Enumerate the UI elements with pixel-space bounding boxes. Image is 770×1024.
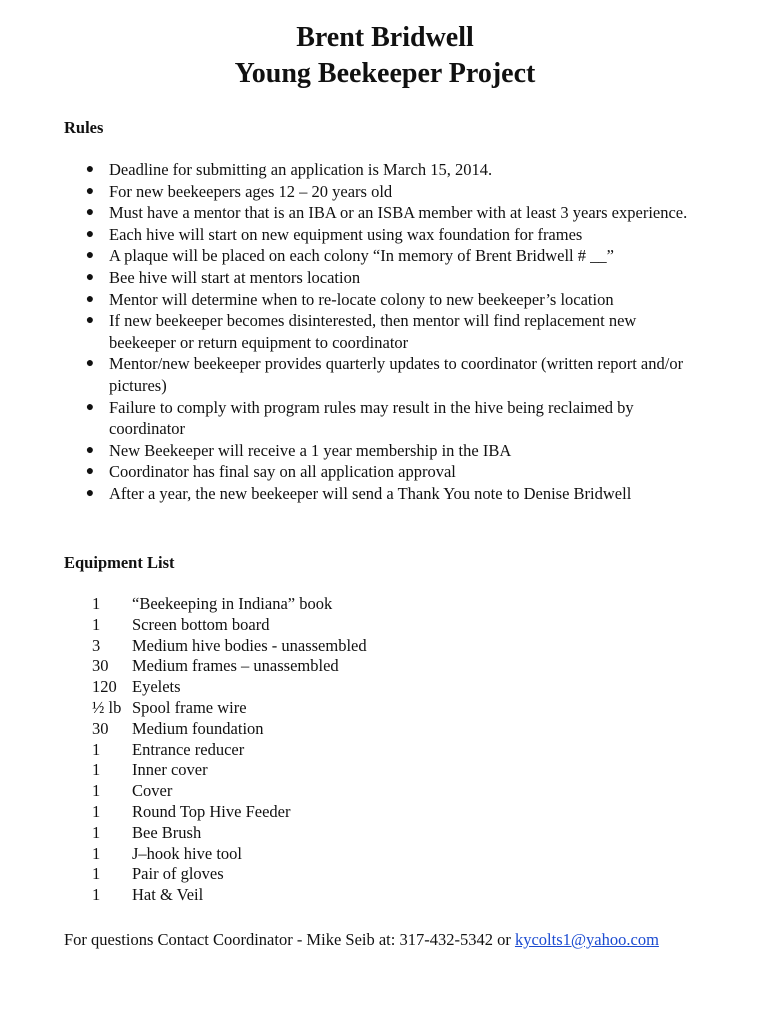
equipment-item: Bee Brush xyxy=(132,822,202,842)
bullet-icon: ● xyxy=(85,464,95,480)
equipment-row xyxy=(92,719,367,740)
equipment-item: Cover xyxy=(132,781,173,801)
equipment-item: Medium foundation xyxy=(132,718,264,738)
rule-item xyxy=(85,353,705,396)
bullet-icon: ● xyxy=(85,399,95,415)
equipment-item: Round Top Hive Feeder xyxy=(132,801,291,821)
rule-text: Each hive will start on new equipment using wax foundation for frames xyxy=(109,224,583,244)
rule-item xyxy=(85,245,705,267)
equipment-qty: 30 xyxy=(92,656,109,676)
equipment-item: “Beekeeping in Indiana” book xyxy=(132,594,333,613)
rule-item xyxy=(85,267,705,289)
equipment-row xyxy=(92,864,367,885)
equipment-qty: 1 xyxy=(92,864,101,884)
equipment-row xyxy=(92,802,367,823)
rule-item xyxy=(85,289,705,311)
equipment-item: Medium hive bodies - unassembled xyxy=(132,635,367,655)
equipment-row xyxy=(92,844,367,865)
equipment-item: Pair of gloves xyxy=(132,864,224,884)
rule-item xyxy=(85,202,705,224)
rule-text: Coordinator has final say on all application approval xyxy=(109,462,456,482)
bullet-icon: ● xyxy=(85,291,95,307)
page-subtitle: Young Beekeeper Project xyxy=(234,58,536,89)
contact-footer xyxy=(64,930,659,950)
bullet-icon: ● xyxy=(85,248,95,264)
rule-text: Mentor/new beekeeper provides quarterly updates to coordinator (written report and/or pictures) xyxy=(109,354,684,395)
bullet-icon: ● xyxy=(85,269,95,285)
rule-item xyxy=(85,397,705,440)
equipment-qty: 3 xyxy=(92,635,101,655)
equipment-item: Entrance reducer xyxy=(132,739,245,759)
rule-text: New Beekeeper will receive a 1 year membership in the IBA xyxy=(109,440,512,460)
equipment-qty: 1 xyxy=(92,594,101,613)
rule-text: If new beekeeper becomes disinterested, then mentor will find replacement new beekeeper or return equipment to coordinator xyxy=(109,311,637,352)
equipment-item: Hat & Veil xyxy=(132,885,204,905)
bullet-icon: ● xyxy=(85,226,95,242)
rule-item xyxy=(85,310,705,353)
rule-text: After a year, the new beekeeper will send a Thank You note to Denise Bridwell xyxy=(109,483,632,503)
rule-item xyxy=(85,440,705,462)
rule-text: For new beekeepers ages 12 – 20 years old xyxy=(109,181,393,201)
equipment-row xyxy=(92,677,367,698)
contact-text: For questions Contact Coordinator - Mike Seib at: 317-432-5342 or xyxy=(64,930,515,949)
rule-item xyxy=(85,483,705,505)
equipment-row xyxy=(92,698,367,719)
bullet-icon: ● xyxy=(85,356,95,372)
equipment-qty: 1 xyxy=(92,843,101,863)
bullet-icon: ● xyxy=(85,162,95,177)
bullet-icon: ● xyxy=(85,313,95,329)
equipment-row xyxy=(92,760,367,781)
equipment-row xyxy=(92,740,367,761)
equipment-item: Screen bottom board xyxy=(132,614,270,634)
equipment-row xyxy=(92,823,367,844)
rule-text: Mentor will determine when to re-locate colony to new beekeeper’s location xyxy=(109,289,614,309)
rule-text: A plaque will be placed on each colony “In memory of Brent Bridwell # __” xyxy=(109,246,614,266)
rule-text: Deadline for submitting an application is March 15, 2014. xyxy=(109,160,493,179)
equipment-item: J–hook hive tool xyxy=(132,843,242,863)
equipment-item: Inner cover xyxy=(132,760,208,780)
equipment-qty: 1 xyxy=(92,760,101,780)
bullet-icon: ● xyxy=(85,442,95,458)
bullet-icon: ● xyxy=(85,485,95,501)
rule-text: Bee hive will start at mentors location xyxy=(109,267,361,287)
bullet-icon: ● xyxy=(85,183,95,199)
equipment-row xyxy=(92,615,367,636)
equipment-qty: 1 xyxy=(92,801,101,821)
rules-heading: Rules xyxy=(64,118,104,137)
equipment-item: Spool frame wire xyxy=(132,697,247,717)
rule-text: Must have a mentor that is an IBA or an ISBA member with at least 3 years experience. xyxy=(109,203,688,223)
rule-item xyxy=(85,224,705,246)
contact-email-link[interactable]: kycolts1@yahoo.com xyxy=(514,930,659,949)
equipment-qty: 1 xyxy=(92,885,101,905)
equipment-item: Eyelets xyxy=(132,677,181,697)
equipment-row xyxy=(92,656,367,677)
equipment-item: Medium frames – unassembled xyxy=(132,656,339,676)
rule-item xyxy=(85,461,705,483)
equipment-list xyxy=(92,594,367,906)
page-title: Brent Bridwell xyxy=(296,22,474,53)
rule-text: Failure to comply with program rules may result in the hive being reclaimed by coordinator xyxy=(109,397,634,439)
equipment-qty: 1 xyxy=(92,614,101,634)
equipment-qty: ½ lb xyxy=(92,697,122,717)
equipment-row xyxy=(92,636,367,657)
equipment-row xyxy=(92,781,367,802)
rule-item xyxy=(85,159,705,181)
equipment-qty: 1 xyxy=(92,822,101,842)
bullet-icon: ● xyxy=(85,205,95,221)
equipment-row xyxy=(92,594,367,615)
equipment-heading: Equipment List xyxy=(64,553,175,572)
rule-item xyxy=(85,181,705,203)
equipment-qty: 1 xyxy=(92,781,101,801)
rules-list xyxy=(85,159,705,505)
equipment-row xyxy=(92,885,367,906)
equipment-qty: 120 xyxy=(92,677,117,697)
equipment-qty: 1 xyxy=(92,739,101,759)
equipment-qty: 30 xyxy=(92,718,109,738)
